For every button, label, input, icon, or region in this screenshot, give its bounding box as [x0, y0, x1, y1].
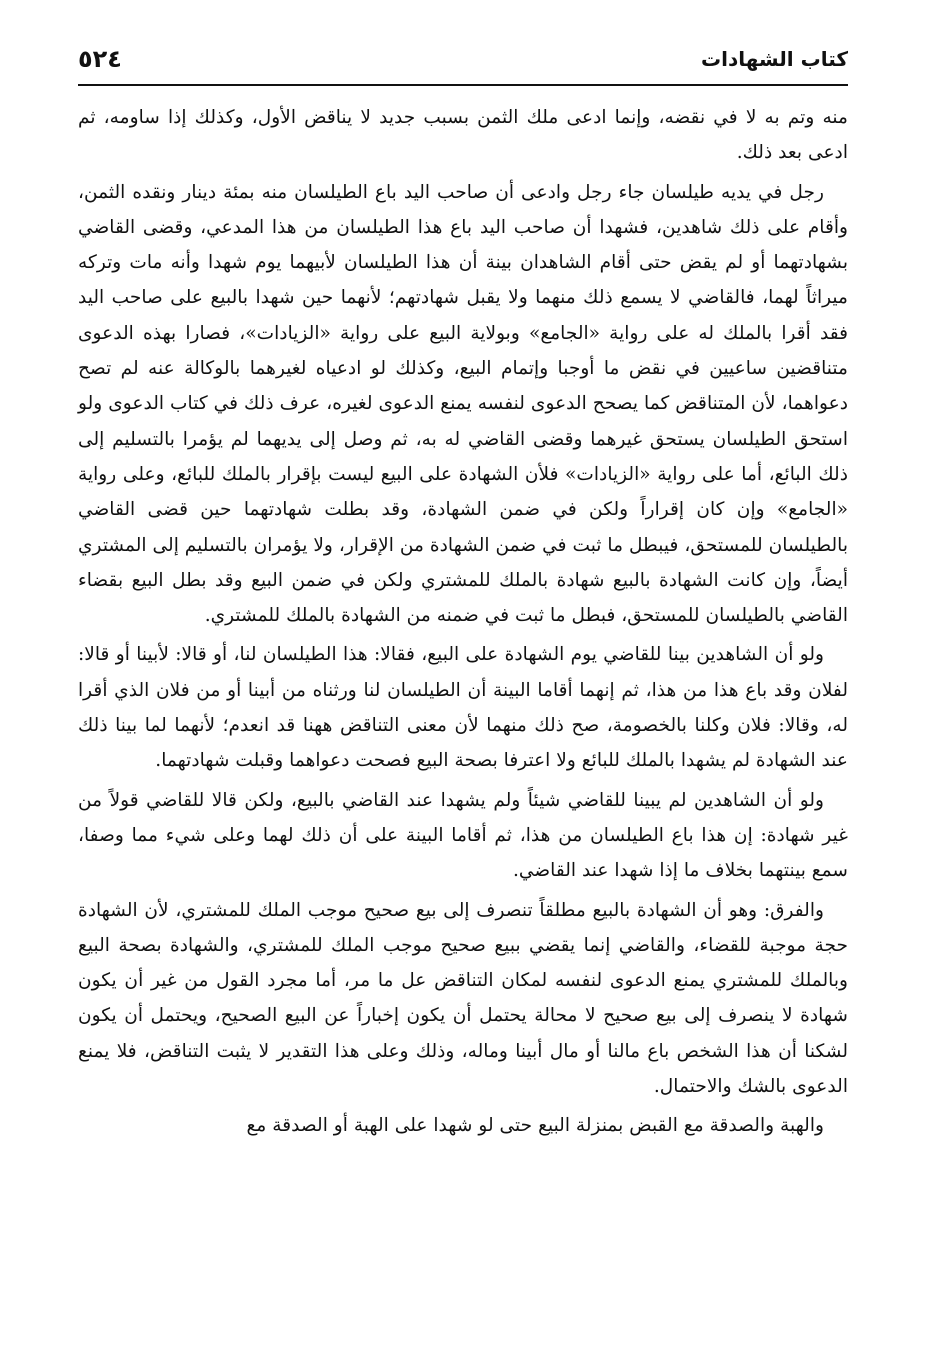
header-divider: [78, 84, 848, 86]
page-body: [78, 100, 848, 1148]
book-title: كتاب الشهادات: [700, 47, 848, 71]
paragraph: والفرق: وهو أن الشهادة بالبيع مطلقاً تنصرف إلى بيع صحيح موجب الملك للمشتري، لأن الشهادة حجة موجبة للقضاء، والقاضي إنما يقضي ببيع صحيح موجب الملك للمشتري، والشهادة بصحة البيع وبالملك للمشتري يمنع الدعوى لنفسه لمكان التناقض عل ما مر، أما مجرد القول من غير أن يكون شهادة لا ينصرف إلى بيع صحيح لا محالة يحتمل أن يكون إخباراً عن البيع الصحيح، ويحتمل أن يكون لشكنا أن هذا الشخص باع مالنا أو مال أبينا وماله، وذلك وعلى هذا التقدير لا يثبت التناقض، فلا يمنع الدعوى بالشك والاحتمال.: [78, 899, 848, 1098]
paragraph: رجل في يديه طيلسان جاء رجل وادعى أن صاحب اليد باع الطيلسان منه بمئة دينار ونقده الثمن، وأقام على ذلك شاهدين، فشهدا أن صاحب اليد باع هذا الطيلسان من هذا المدعي، وقضى القاضي بشهادتهما أو لم يقض حتى أقام الشاهدان بينة أن هذا الطيلسان لأبيهما يوم شهدا وأنه مات وتركه ميراثاً لهما، فالقاضي لا يسمع ذلك منهما ولا يقبل شهادتهم؛ لأنهما حين شهدا بالبيع على صاحب اليد فقد أقرا بالملك له على رواية «الجامع» وبولاية البيع على رواية «الزيادات»، فصارا بهذه الدعوى متناقضين ساعيين في نقض ما أوجبا وإتمام البيع، وكذلك لو ادعياه لغيرهما بالوكالة عنه لم تصح دعواهما، لأن المتناقض كما يصحح الدعوى لنفسه يمنع الدعوى لغيره، عرف ذلك في كتاب الدعوى ولو استحق الطيلسان يستحق غيرهما وقضى القاضي له به، ثم وصل إلى يديهما لم يؤمرا بالتسليم إلى ذلك البائع، أما على رواية «الزيادات» فلأن الشهادة على البيع ليست بإقرار بالملك للبائع، وعلى رواية «الجامع» وإن كان إقراراً ولكن في ضمن الشهادة، وقد بطلت شهادتهما حين قضى القاضي بالطيلسان للمستحق، فيبطل ما ثبت في ضمن الشهادة من الإقرار، ولا يؤمران بالتسليم إلى المشتري أيضاً، وإن كانت الشهادة بالبيع شهادة بالملك للمشتري ولكن في ضمن البيع وقد بطل البيع بقضاء القاضي بالطيلسان للمستحق، فبطل ما ثبت في ضمنه من الشهادة بالملك للمشتري.: [78, 181, 849, 627]
paragraph-continued: منه وتم به لا في نقضه، وإنما ادعى ملك الثمن بسبب جديد لا يناقض الأول، وكذلك إذا ساومه، ثم ادعى بعد ذلك.: [78, 107, 848, 164]
paragraph: ولو أن الشاهدين بينا للقاضي يوم الشهادة على البيع، فقالا: هذا الطيلسان لنا، أو قالا: لأبينا أو قالا: لفلان وقد باع هذا من هذا، ثم إنهما أقاما البينة أن الطيلسان لنا ورثناه من أبينا أو من فلان الذي أقرا له، وقالا: فلان وكلنا بالخصومة، صح ذلك منهما لأن معنى التناقض ههنا قد انعدم؛ لأنهما لما بينا ذلك عند الشهادة لم يشهدا بالملك للبائع ولا اعترفا بصحة البيع فصحت دعواهما وقبلت شهادتهما.: [78, 644, 848, 772]
paragraph: والهبة والصدقة مع القبض بمنزلة البيع حتى لو شهدا على الهبة أو الصدقة مع: [246, 1115, 824, 1137]
page-number: ٥٢٤: [78, 45, 122, 73]
page-header: [78, 40, 848, 78]
paragraph: ولو أن الشاهدين لم يبينا للقاضي شيئاً ولم يشهدا عند القاضي بالبيع، ولكن قالا للقاضي قولاً من غير شهادة: إن هذا باع الطيلسان من هذا، ثم أقاما البينة على أن ذلك لهما وعلى شيء مما وصفا، سمع بينتهما بخلاف ما إذا شهدا عند القاضي.: [78, 789, 848, 882]
